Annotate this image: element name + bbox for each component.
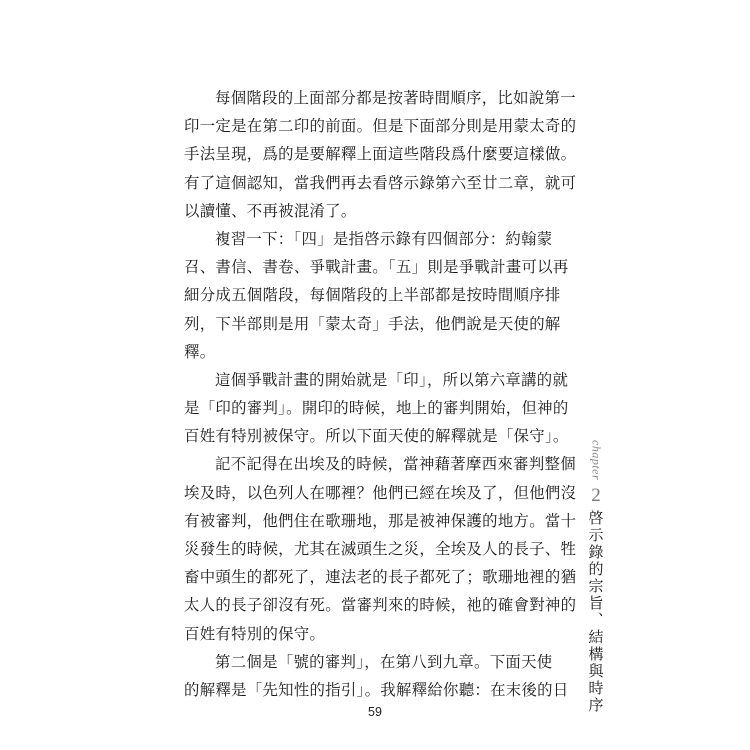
text-line: 複習一下：「四」是指啓示錄有四個部分：約翰蒙 [215,229,553,248]
chapter-label: chapter [589,440,604,481]
text-line: 召、書信、書卷、爭戰計畫。「五」則是爭戰計畫可以再 [184,258,569,277]
text-line: 每個階段的上面部分都是按著時間順序，比如說第一 [215,89,576,107]
text-line: 第二個是「號的審判」，在第八到九章。下面天使 [215,652,553,671]
text-line: 的解釋是「先知性的指引」。我解釋給你聽：在末後的日 [184,680,569,699]
text-line: 以讀懂、不再被混淆了。 [184,201,357,220]
text-line: 有了這個認知，當我們再去看啓示錄第六至廿二章，就可 [184,173,577,192]
page-number: 59 [368,705,382,719]
text-line: 手法呈現，爲的是要解釋上面這些階段爲什麼要這樣做。 [184,145,577,164]
text-line: 列，下半部則是用「蒙太奇」手法，他們說是天使的解 [184,314,561,333]
text-line: 有被審判，他們住在歌珊地，那是被神保護的地方。當十 [184,511,577,530]
paragraph-4 [184,450,577,647]
text-line: 釋。 [184,342,216,361]
text-line: 這個爭戰計畫的開始就是「印」，所以第六章講的就 [215,370,569,389]
text-line: 畜中頭生的都死了，連法老的長子都死了；歌珊地裡的猶 [184,568,577,587]
text-line: 是「印的審判」。開印的時候，地上的審判開始，但神的 [184,399,569,418]
text-line: 百姓有特別的保守。 [184,624,326,643]
paragraph-2 [184,225,569,366]
chapter-sidebar [584,440,608,714]
text-line: 埃及時，以色列人在哪裡？他們已經在埃及了，但他們沒 [184,483,577,502]
paragraph-3 [184,366,569,451]
text-line: 細分成五個階段，每個階段的上半部都是按時間順序排 [184,286,561,305]
text-line: 災發生的時候，尤其在滅頭生之災，全埃及人的長子、牲 [184,540,577,558]
text-line: 百姓有特別被保守。所以下面天使的解釋就是「保守」。 [184,427,569,446]
chapter-title: 啓示錄的宗旨、結構與時序 [586,510,605,715]
body-text [184,84,577,704]
text-line: 太人的長子卻沒有死。當審判來的時候，祂的確會對神的 [184,596,577,615]
text-line: 記不記得在出埃及的時候，當神藉著摩西來審判整個 [215,455,576,474]
chapter-number: 2 [591,485,601,507]
paragraph-1 [184,84,577,225]
paragraph-5 [184,648,569,704]
text-line: 印一定是在第二印的前面。但是下面部分則是用蒙太奇的 [184,117,577,136]
